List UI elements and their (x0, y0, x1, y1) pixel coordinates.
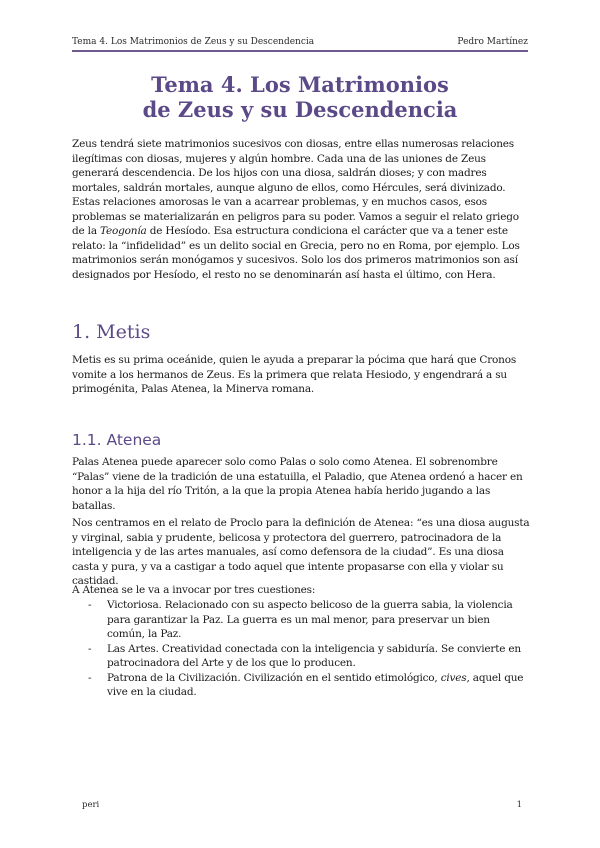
intro-paragraph (72, 137, 530, 282)
invocation-list (72, 598, 530, 700)
list-dash: - (88, 671, 92, 684)
header-title: Tema 4. Los Matrimonios de Zeus y su Descendencia (72, 37, 315, 47)
intro-text-1: Zeus tendrá siete matrimonios sucesivos con diosas, entre ellas numerosas relaciones ilegítimas con diosas, mujeres y algún hombre. Cada una de las uniones de Zeus generará descendencia. De los hijos con una diosa, saldrán dioses; y con madres mortales, saldrán mortales, aunque alguno de ellos, como Hércules, será divinizado. Estas relaciones amorosas le van a acarrear problemas, y en muchos casos, esos problemas se materializarán en peligros para su poder. Vamos a seguir el relato griego de la (72, 138, 519, 237)
list-item-text (107, 672, 523, 699)
list-italic-cives: cives (440, 671, 467, 684)
section-heading-metis: 1. Metis (72, 321, 151, 343)
list-item (72, 671, 530, 700)
header-divider (72, 50, 528, 52)
list-dash: - (88, 599, 92, 611)
list-item (72, 642, 530, 671)
subsection-heading-atenea: 1.1. Atenea (72, 431, 162, 449)
list-item (72, 598, 530, 642)
atenea-paragraph-2: Nos centramos en el relato de Proclo para la definición de Atenea: “es una diosa augusta y virginal, sabia y prudente, belicosa y protectora del guerrero, patrocinadora de la inteligencia y de las artes manuales, así como defensora de la ciudad”. Es una diosa casta y pura, y va a castigar a todo aquel que intente propasarse con ella y violar su castidad. (72, 517, 530, 587)
list-text-part-1: Patrona de la Civilización. Civilización en el sentido etimológico, (107, 671, 441, 684)
atenea-paragraph-1: Palas Atenea puede aparecer solo como Palas o solo como Atenea. El sobrenombre “Palas” viene de la tradición de una estatuilla, el Paladio, que Atenea ordenó a hacer en honor a la hija del río Tritón, a la que la propia Atenea había herido jugando a las batallas. (72, 456, 523, 512)
list-text-part-2: , aquel que vive en la ciudad. (107, 671, 524, 698)
title-line-1: Tema 4. Los Matrimonios (151, 72, 449, 97)
header-author: Pedro Martínez (457, 37, 528, 47)
page-header (72, 37, 528, 50)
metis-paragraph: Metis es su prima oceánide, quien le ayuda a preparar la pócima que hará que Cronos vomite a los hermanos de Zeus. Es la primera que relata Hesiodo, y engendrará a su primogénita, Palas Atenea, la Minerva romana. (72, 354, 517, 395)
intro-text-2: de Hesíodo. Esa estructura condiciona el carácter que va a tener este relato: la “infidelidad” es un delito social en Grecia, pero no en Roma, por ejemplo. Los matrimonios serán monógamos y sucesivos. Solo los dos primeros matrimonios son así designados por Hesíodo, el resto no se denominarán así hasta el último, con Hera. (72, 225, 520, 281)
footer-label: peri (82, 800, 100, 810)
title-line-2: de Zeus y su Descendencia (142, 97, 458, 122)
list-item-text: Victoriosa. Relacionado con su aspecto belicoso de la guerra sabia, la violencia para garantizar la Paz. La guerra es un mal menor, para preservar un bien común, la Paz. (107, 599, 513, 640)
page-number: 1 (516, 800, 522, 810)
atenea-paragraph-3: A Atenea se le va a invocar por tres cuestiones: (72, 584, 316, 596)
document-title (72, 72, 528, 122)
intro-italic-teogonia: Teogonía (100, 225, 147, 237)
list-dash: - (88, 642, 92, 655)
list-item-text: Las Artes. Creatividad conectada con la inteligencia y sabiduría. Se convierte en patrocinadora del Arte y de los que lo producen. (107, 642, 521, 669)
